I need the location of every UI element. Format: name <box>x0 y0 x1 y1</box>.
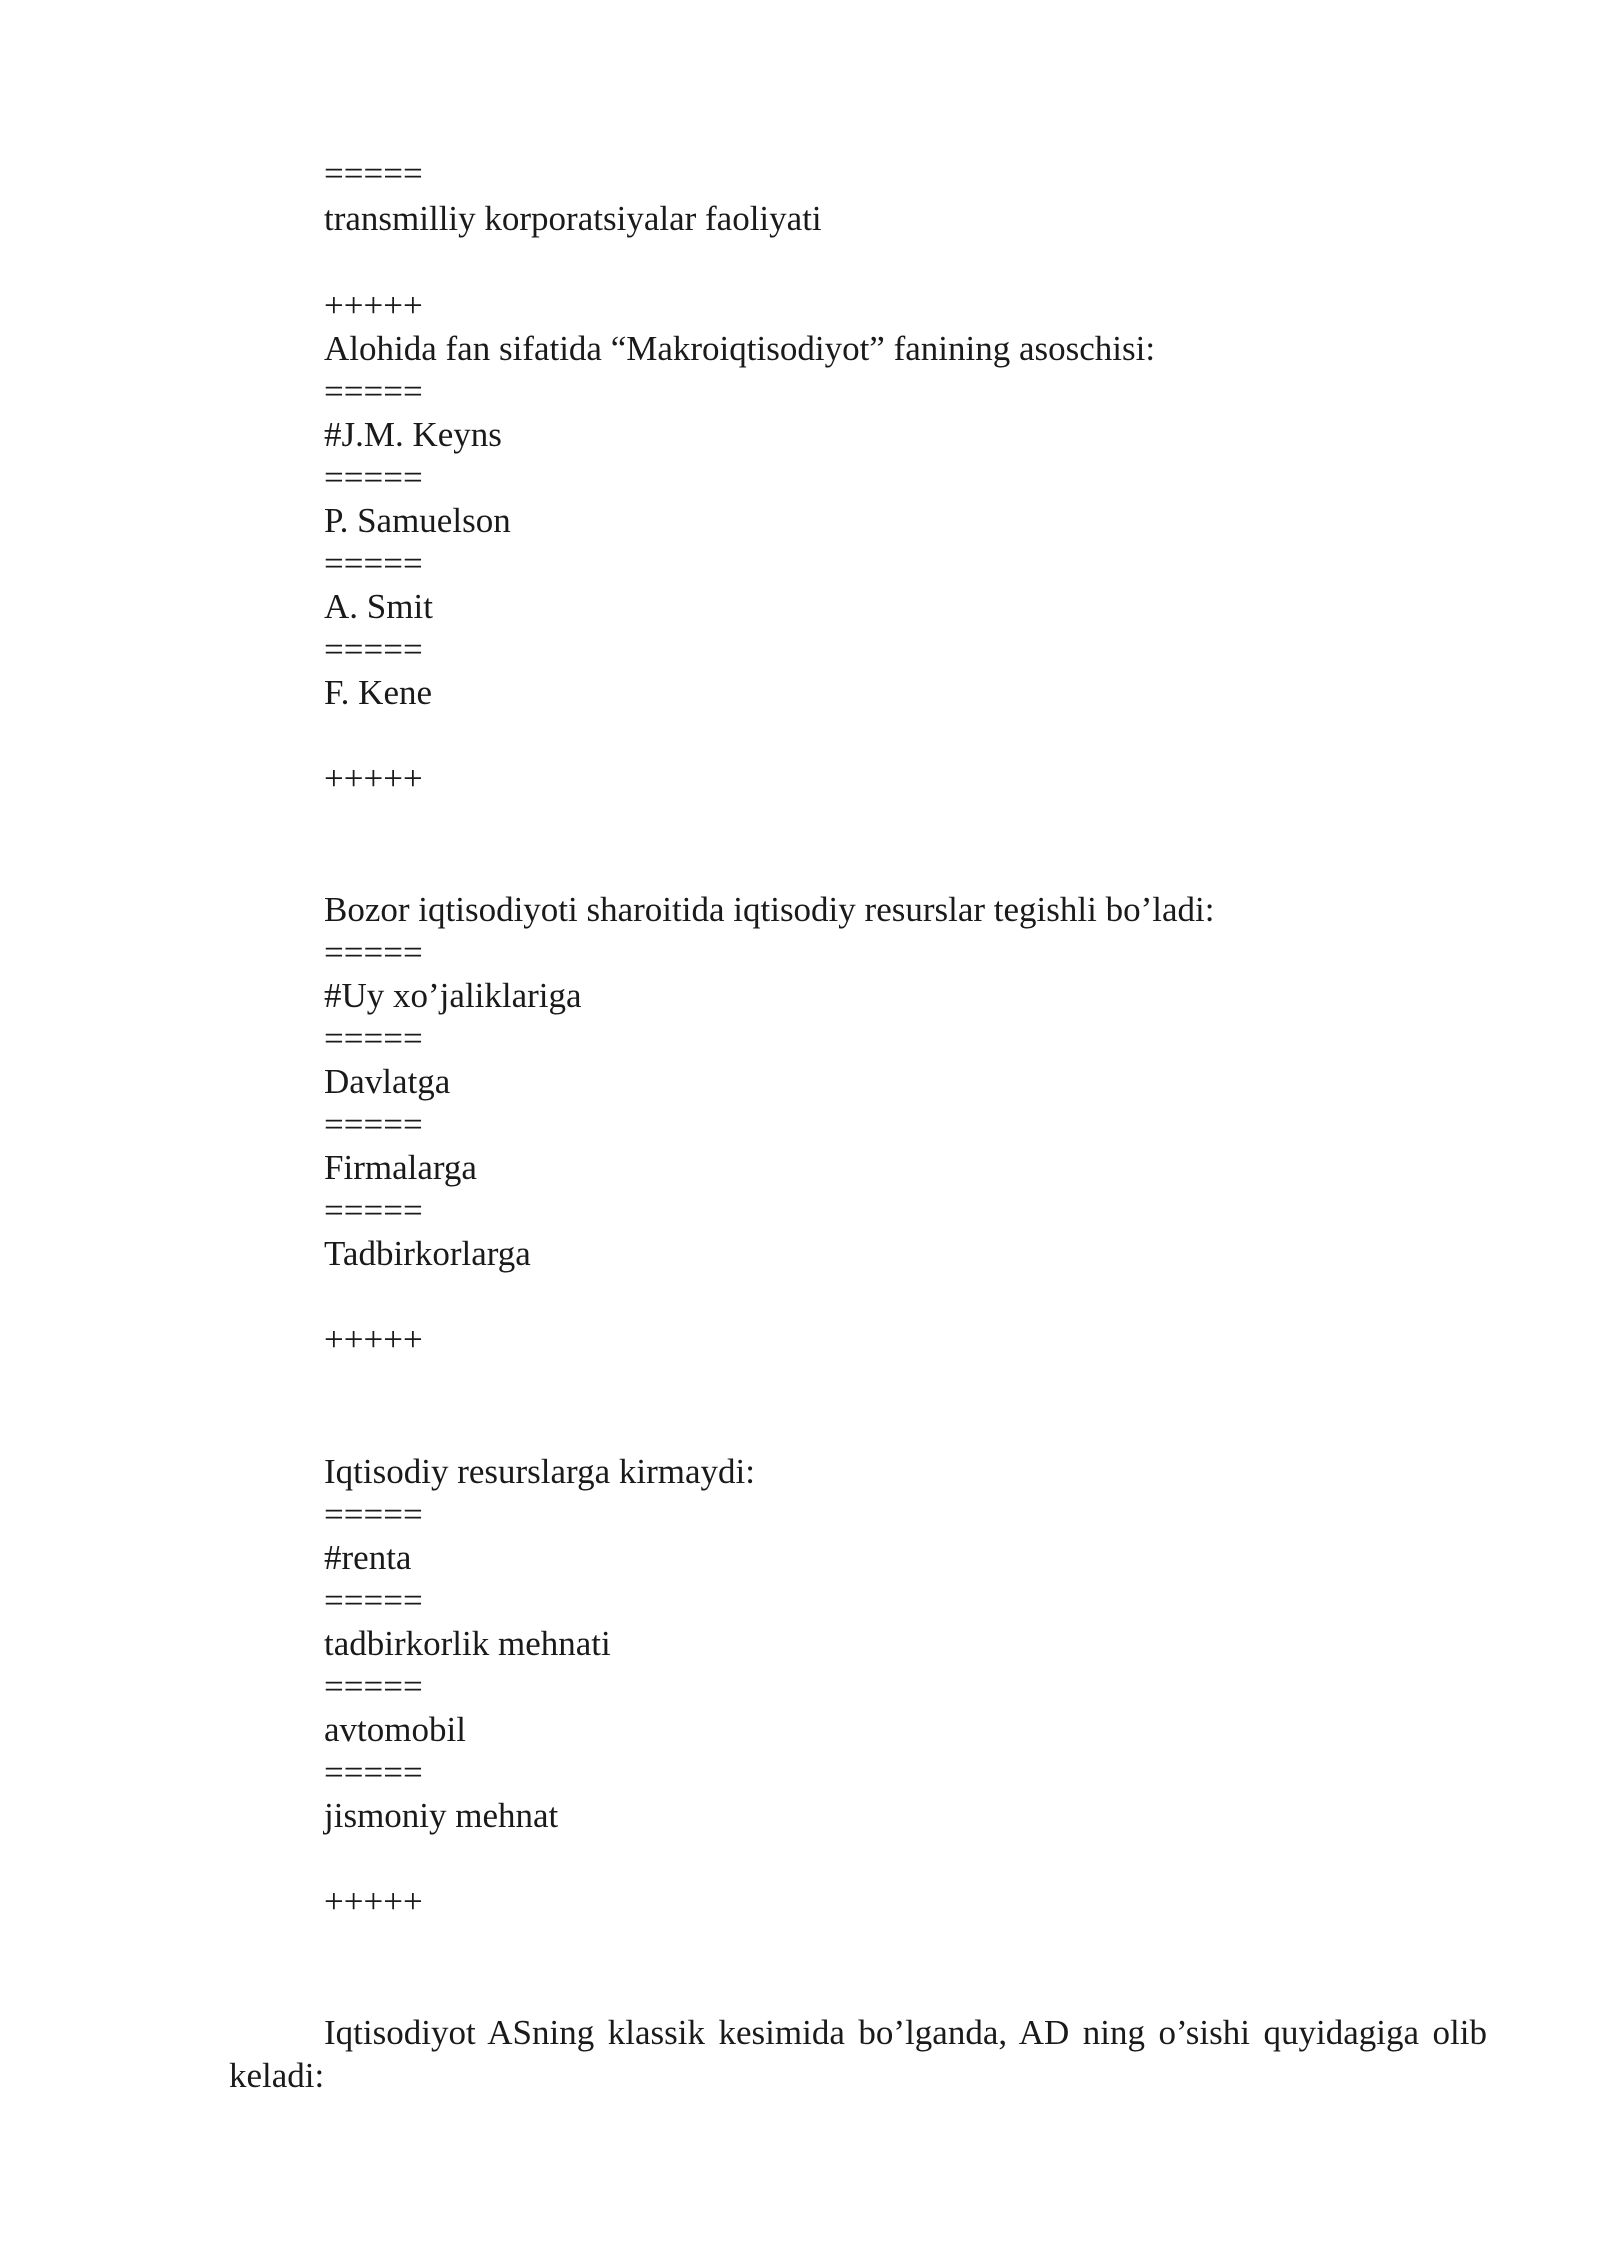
separator: ===== <box>324 544 423 583</box>
answer-option: transmilliy korporatsiyalar faoliyati <box>324 199 822 238</box>
separator: ===== <box>324 933 423 972</box>
answer-option: tadbirkorlik mehnati <box>324 1624 611 1663</box>
separator: ===== <box>324 1019 423 1058</box>
separator: ===== <box>324 1753 423 1792</box>
question-end-marker: +++++ <box>324 1882 423 1921</box>
question-end-marker: +++++ <box>324 286 423 325</box>
answer-option: jismoniy mehnat <box>324 1796 559 1835</box>
answer-option: Tadbirkorlarga <box>324 1234 531 1273</box>
answer-option: #J.M. Keyns <box>324 415 502 454</box>
separator: ===== <box>324 1105 423 1144</box>
separator: ===== <box>324 1191 423 1230</box>
answer-option: Firmalarga <box>324 1148 477 1187</box>
question-paragraph <box>229 2011 1487 2097</box>
answer-option: F. Kene <box>324 673 433 712</box>
separator: ===== <box>324 630 423 669</box>
question-end-marker: +++++ <box>324 759 423 798</box>
separator: ===== <box>324 154 423 193</box>
answer-option: #Uy xo’jaliklariga <box>324 976 582 1015</box>
separator: ===== <box>324 1495 423 1534</box>
question-text: Bozor iqtisodiyoti sharoitida iqtisodiy resurslar tegishli bo’ladi: <box>324 890 1215 929</box>
question-text: Iqtisodiyot ASning klassik kesimida bo’lganda, AD ning o’sishi quyidagiga olib keladi: <box>229 2013 1487 2095</box>
separator: ===== <box>324 1667 423 1706</box>
answer-option: #renta <box>324 1538 412 1577</box>
separator: ===== <box>324 1581 423 1620</box>
question-text: Iqtisodiy resurslarga kirmaydi: <box>324 1452 755 1491</box>
separator: ===== <box>324 372 423 411</box>
question-text: Alohida fan sifatida “Makroiqtisodiyot” fanining asoschisi: <box>324 329 1156 368</box>
answer-option: avtomobil <box>324 1710 466 1749</box>
question-end-marker: +++++ <box>324 1320 423 1359</box>
answer-option: P. Samuelson <box>324 501 511 540</box>
answer-option: A. Smit <box>324 587 433 626</box>
answer-option: Davlatga <box>324 1062 451 1101</box>
separator: ===== <box>324 458 423 497</box>
